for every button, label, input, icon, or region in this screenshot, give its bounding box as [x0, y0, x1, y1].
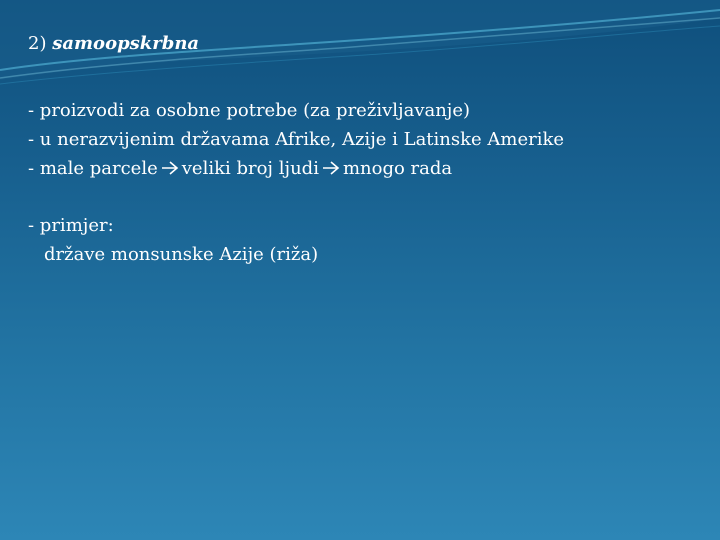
heading-number: 2) — [28, 33, 47, 54]
right-arrow-icon — [322, 161, 340, 175]
spacer — [28, 183, 708, 211]
example-label: - primjer: — [28, 215, 114, 236]
chain-step-1: male parcele — [39, 158, 158, 179]
bullet-regions: - u nerazvijenim državama Afrike, Azije i Latinske Amerike — [28, 129, 565, 150]
chain-step-2: veliki broj ljudi — [181, 158, 319, 179]
slide-heading — [28, 33, 199, 54]
bullet-chain — [28, 154, 708, 183]
chain-prefix: - — [28, 158, 40, 179]
chain-step-3: mnogo rada — [342, 158, 453, 179]
example-value: države monsunske Azije (riža) — [44, 244, 319, 265]
heading-term: samoopskrbna — [52, 33, 200, 54]
right-arrow-icon — [161, 161, 179, 175]
slide-body — [28, 96, 708, 269]
bullet-purpose: - proizvodi za osobne potrebe (za preživljavanje) — [28, 100, 471, 121]
